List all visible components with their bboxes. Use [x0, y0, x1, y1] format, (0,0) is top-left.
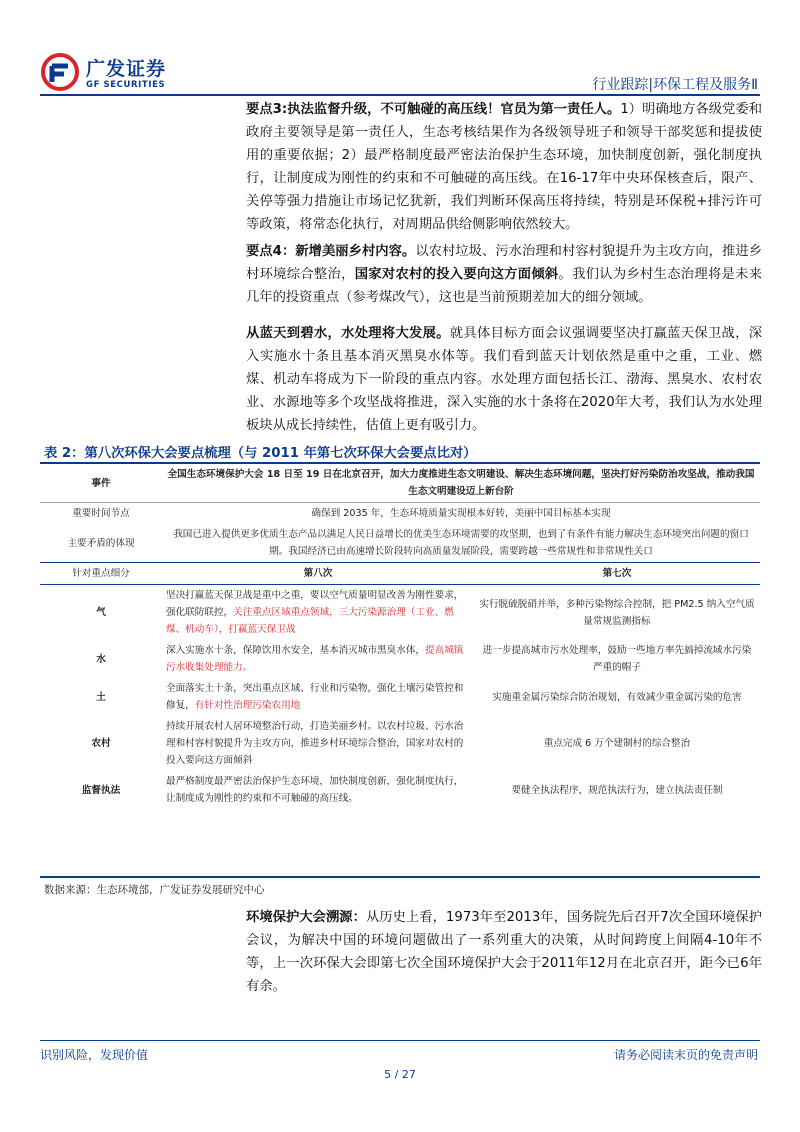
- table-row-event: [40, 464, 760, 503]
- row-label-rural: 农村: [91, 738, 111, 749]
- row-rural-7th: 重点完成 6 万个建制村的综合整治: [543, 738, 691, 749]
- point-3-title: 要点3:执法监督升级，不可触碰的高压线！官员为第一责任人。: [246, 102, 621, 117]
- row-air-7th: 实行脱硫脱硝并举，多种污染物综合控制，把 PM2.5 纳入空气质量常规监测指标: [479, 598, 755, 627]
- water-body: 就具体目标方面会议强调要坚决打赢蓝天保卫战，深入实施水十条且基本消灭黑臭水体等。我们看到蓝天计划依然是重中之重，工业、燃煤、机动车将成为下一阶段的重点内容。水处理方面包括长江、渤海、黑臭水、农村农业、水源地等多个攻坚战将推进，深入实施的水十条将在2020年大考，我们认为水处理板块从成长持续性，估值上更有吸引力。: [246, 326, 763, 433]
- row-soil-8th-text: 全面落实土十条，突出重点区域、行业和污染物，强化土壤污染管控和修复，: [166, 683, 464, 711]
- footer-disclaimer: 请务必阅读末页的免责声明: [613, 1048, 758, 1062]
- row-air-8th-text: 坚决打赢蓝天保卫战是重中之重，要以空气质量明显改善为刚性要求，强化联防联控，: [166, 590, 464, 618]
- row-label-enforcement: 监督执法: [81, 784, 121, 796]
- logo-text-cn: 广发证券: [86, 58, 167, 80]
- row-water-7th: 进一步提高城市污水处理率，鼓励一些地方率先搞掉流域水污染严重的帽子: [482, 645, 752, 673]
- company-logo: [40, 50, 180, 100]
- point-4-body-bold: 国家对农村的投入要向这方面倾斜: [354, 267, 559, 282]
- footer-divider: [40, 1040, 760, 1041]
- row-water-8th-highlight: 提高城镇污水收集处理能力。: [166, 645, 464, 673]
- table-title: 表 2：第八次环保大会要点梳理（与 2011 年第七次环保大会要点比对）: [44, 446, 477, 461]
- row-label-water: 水: [96, 653, 106, 665]
- contradiction-label: 主要矛盾的体现: [40, 524, 162, 563]
- table-row: [40, 771, 760, 809]
- point-4-paragraph: [246, 240, 762, 309]
- row-air-8th-highlight: 关注重点区域重点领域，三大污染源治理（工业、燃煤、机动车），打赢蓝天保卫战: [166, 607, 454, 635]
- table-row-time: [40, 503, 760, 525]
- row-soil-8th-highlight: 有针对性治理污染农用地: [194, 700, 301, 711]
- history-paragraph: [246, 906, 762, 998]
- event-text: 全国生态环境保护大会 18 日至 19 日在北京召开，加大力度推进生态文明建设、解决生态环境问题，坚决打好污染防治攻坚战，推动我国生态文明建设迈上新台阶: [162, 464, 760, 503]
- event-label: 事件: [40, 464, 162, 503]
- point-4-title: 要点4：新增美丽乡村内容。: [246, 244, 416, 259]
- table-row: [40, 716, 760, 771]
- footer-slogan: 识别风险，发现价值: [40, 1048, 149, 1062]
- table-source: 数据来源：生态环境部，广发证券发展研究中心: [44, 884, 265, 896]
- row-enforcement-8th: 最严格制度最严密法治保护生态环境，加快制度创新，强化制度执行，让制度成为刚性的约束和不可触碰的高压线。: [166, 776, 464, 804]
- contradiction-text: 我国已进入提供更多优质生态产品以满足人民日益增长的优美生态环境需要的攻坚期，也到了有条件有能力解决生态环境突出问题的窗口期。我国经济已由高速增长阶段转向高质量发展阶段，需要跨越一些常规性和非常规性关口: [162, 524, 760, 563]
- col-8th-header: 第八次: [162, 563, 474, 585]
- row-enforcement-7th: 要健全执法程序，规范执法行为，建立执法责任制: [511, 784, 723, 796]
- table-row: [40, 585, 760, 641]
- row-soil-8th: [162, 678, 474, 716]
- row-water-8th: [162, 640, 474, 678]
- col-7th-header: 第七次: [474, 563, 760, 585]
- report-section: 行业跟踪|环保工程及服务Ⅱ: [592, 77, 758, 93]
- water-title: 从蓝天到碧水，水处理将大发展。: [246, 326, 450, 341]
- page-number: 5 / 27: [384, 1068, 416, 1081]
- header-divider: [40, 94, 760, 96]
- point-4-body-a: 以农村垃圾、污水治理和村容村貌提升为主攻方向，推进乡村环境综合整治，: [246, 244, 762, 282]
- history-title: 环境保护大会溯源：: [246, 910, 366, 925]
- water-paragraph: [246, 322, 762, 437]
- row-rural-8th: 持续开展农村人居环境整治行动，打造美丽乡村。以农村垃圾、污水治理和村容村貌提升为主攻方向，推进乡村环境综合整治，国家对农村的投入要向这方面倾斜: [166, 721, 464, 766]
- point-3-paragraph: [246, 98, 762, 236]
- logo-text-en: GF SECURITIES: [86, 80, 166, 90]
- row-water-8th-text: 深入实施水十条，保障饮用水安全，基本消灭城市黑臭水体，: [166, 645, 426, 656]
- table-row-contradiction: [40, 524, 760, 563]
- table-row: [40, 640, 760, 678]
- col-focus-header: 针对重点细分: [40, 563, 162, 585]
- gf-logo-icon: [40, 52, 80, 92]
- row-air-8th: [162, 585, 474, 641]
- table-row: [40, 678, 760, 716]
- point-4-body-b: 。我们认为乡村生态治理将是未来几年的投资重点（参考煤改气），这也是当前预期差加大的细分领域。: [246, 267, 763, 305]
- table-header-row: [40, 563, 760, 585]
- row-label-air: 气: [96, 607, 106, 618]
- row-label-soil: 土: [96, 691, 106, 703]
- time-label: 重要时间节点: [72, 508, 130, 519]
- row-soil-7th: 实施重金属污染综合防治规划，有效减少重金属污染的危害: [492, 691, 742, 703]
- table-bottom-divider: [40, 876, 760, 878]
- point-3-body: 1）明确地方各级党委和政府主要领导是第一责任人，生态考核结果作为各级领导班子和领导干部奖惩和提拔使用的重要依据；2）最严格制度最严密法治保护生态环境，加快制度创新，强化制度执行，让制度成为刚性的约束和不可触碰的高压线。在16-17年中央环保核查后，限产、关停等强力措施让市场记忆犹新，我们判断环保高压将持续，特别是环保税+排污许可等政策，将常态化执行，对周期品供给侧影响依然较大。: [246, 102, 762, 232]
- history-body: 从历史上看，1973年至2013年，国务院先后召开7次全国环境保护会议，为解决中国的环境问题做出了一系列重大的决策，从时间跨度上间隔4-10年不等，上一次环保大会即第七次全国环境保护大会于2011年12月在北京召开，距今已6年有余。: [246, 910, 763, 994]
- time-text: 确保到 2035 年，生态环境质量实现根本好转，美丽中国目标基本实现: [311, 508, 611, 519]
- comparison-table: [40, 464, 760, 809]
